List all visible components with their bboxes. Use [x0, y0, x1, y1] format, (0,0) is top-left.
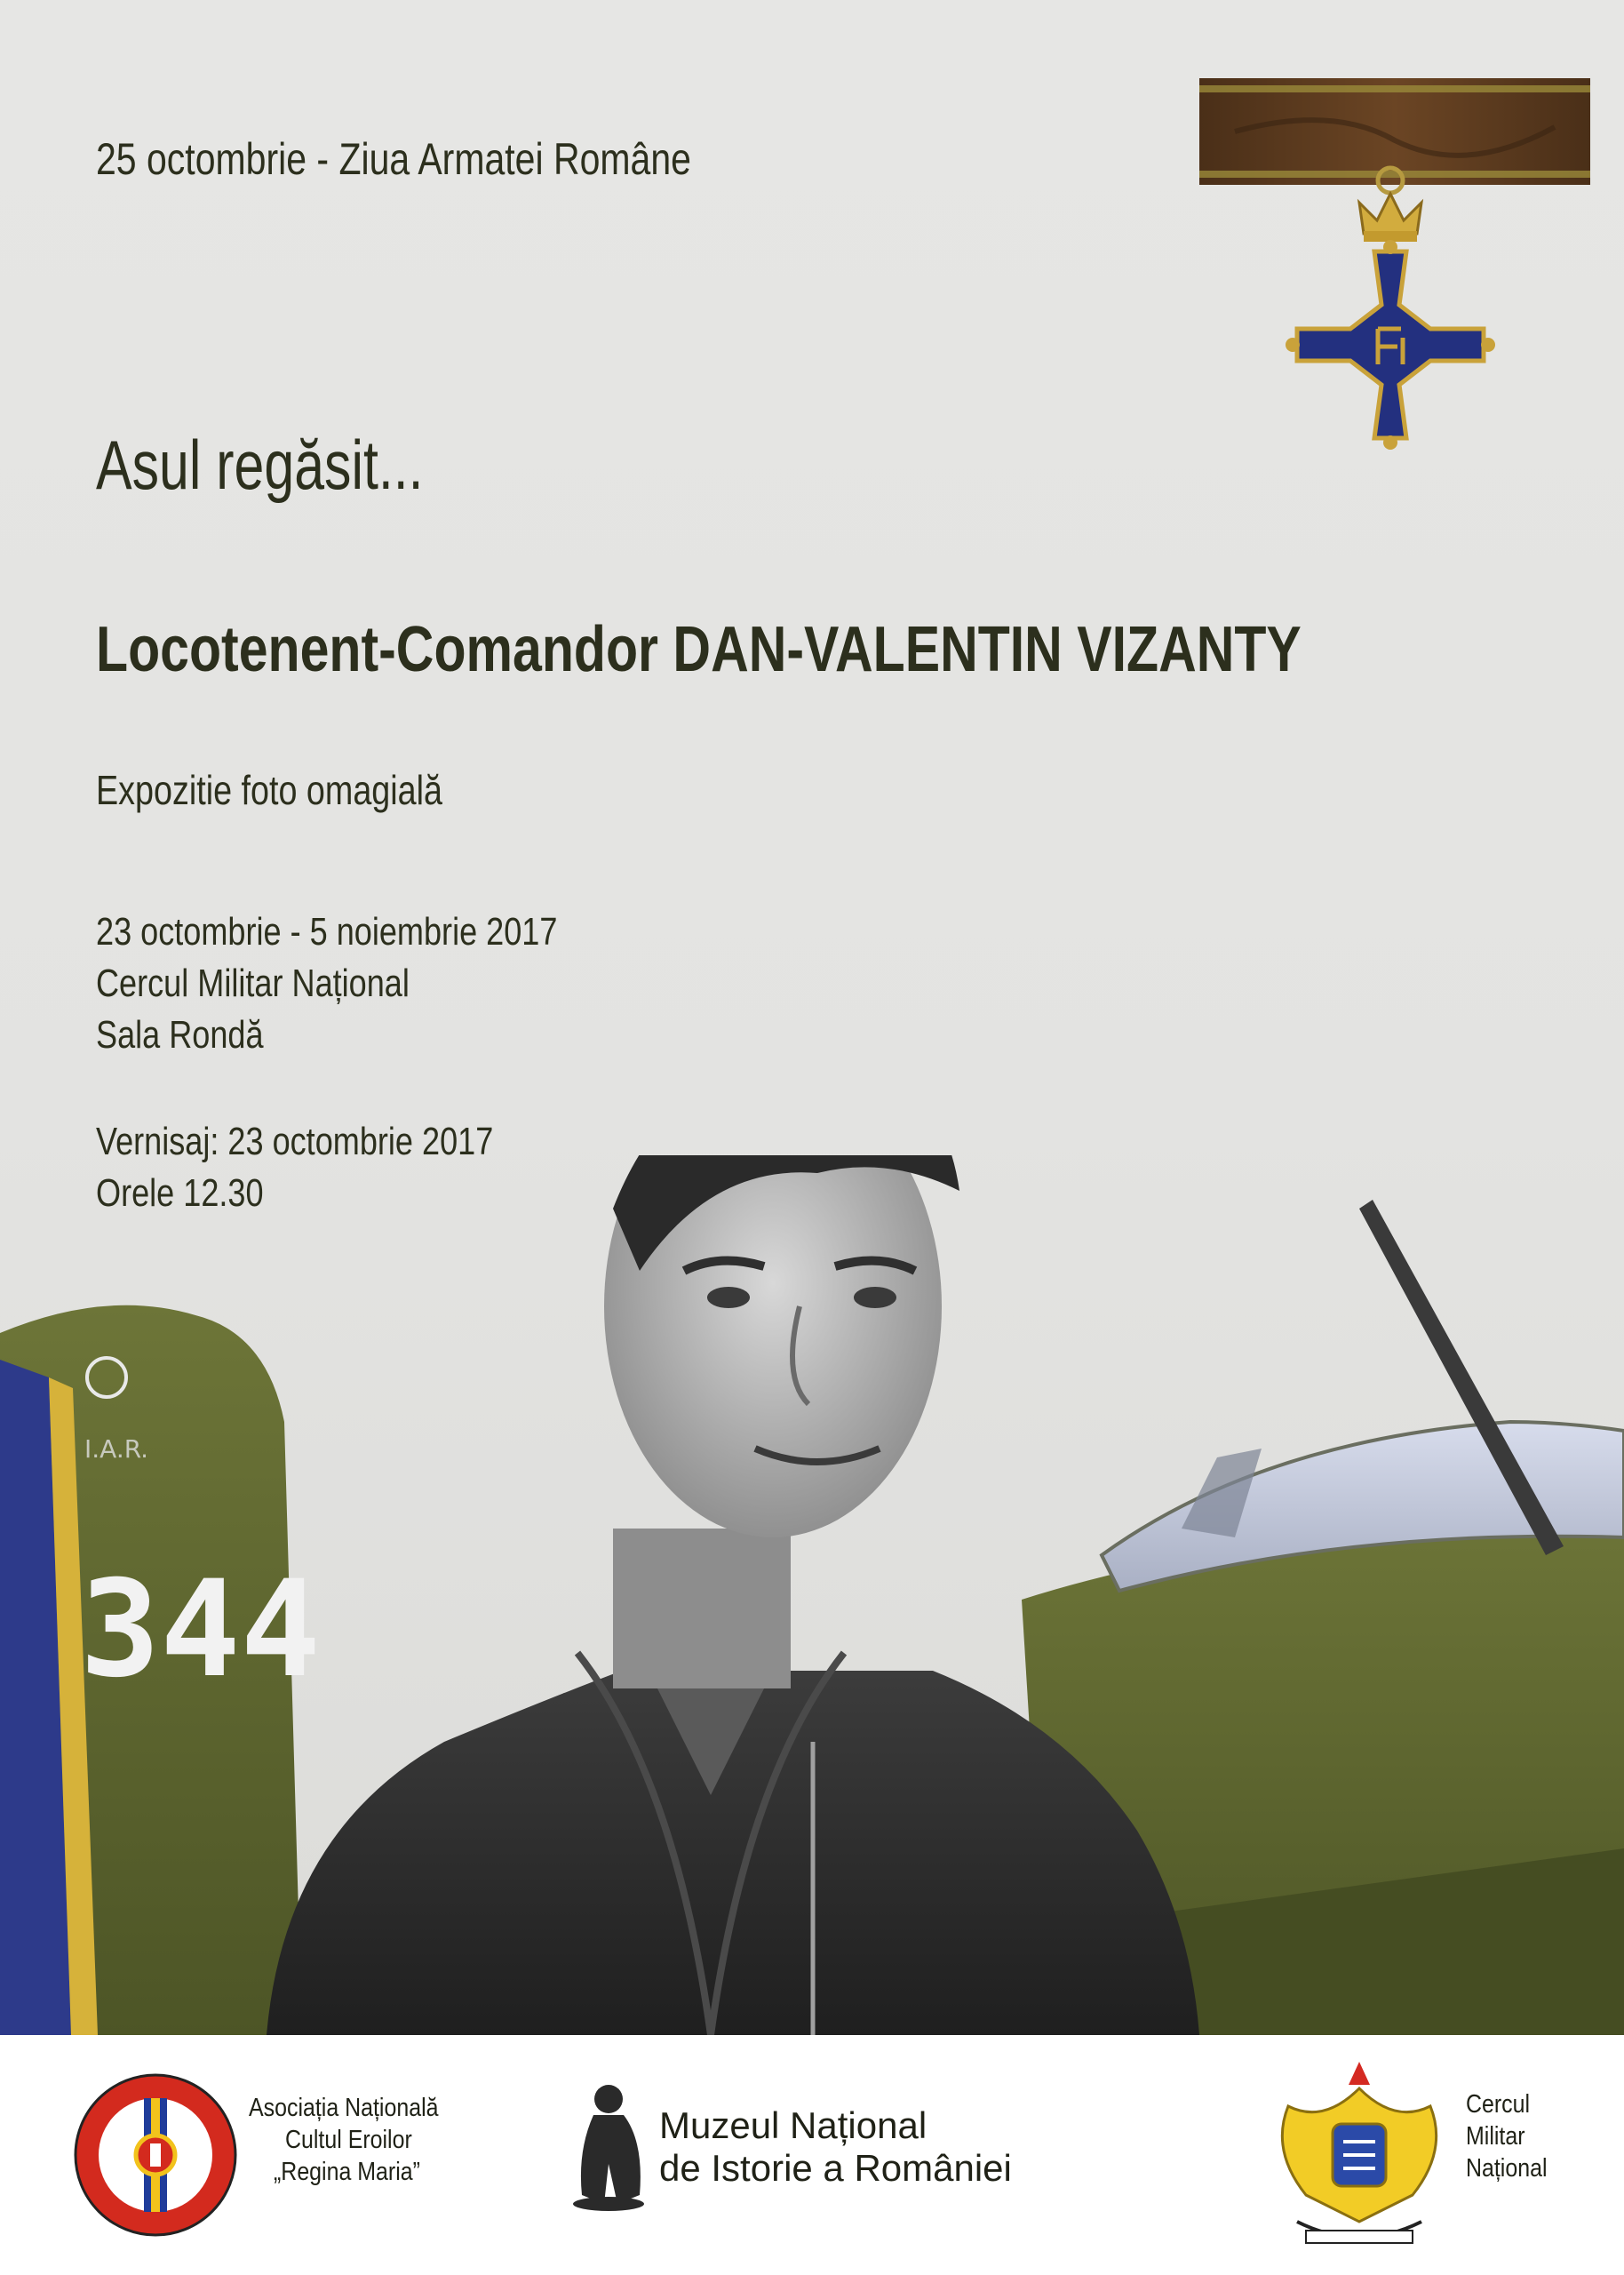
aircraft-number: 344 [80, 1553, 321, 1707]
muzeul-national-logo-icon [569, 2079, 649, 2213]
footer-partners [0, 2035, 1624, 2275]
cercul-militar-name: Cercul Militar Național [1466, 2090, 1548, 2183]
subject-fullname: DAN-VALENTIN VIZANTY [673, 614, 1302, 685]
pilot-aircraft-photo [0, 1155, 1624, 2035]
event-period: 23 octombrie - 5 noiembrie 2017 [96, 910, 558, 954]
main-title: Asul regăsit... [96, 426, 424, 504]
opening-hour: Orele 12.30 [96, 1171, 264, 1215]
subject-name [96, 613, 1566, 686]
cercul-militar-national-logo-icon [1270, 2053, 1448, 2257]
muzeul-national-name: Muzeul Național de Istorie a României [659, 2104, 1012, 2189]
event-room: Sala Rondă [96, 1013, 264, 1057]
asociatia-cultul-eroilor-logo-icon [71, 2071, 240, 2239]
event-venue: Cercul Militar Național [96, 962, 410, 1005]
subject-rank: Locotenent-Comandor [96, 614, 659, 685]
asociatia-name: Asociația Națională Cultul Eroilor „Regina Maria” [249, 2094, 439, 2186]
exhibition-type: Expozitie foto omagială [96, 767, 443, 813]
medal-order-icon [1199, 78, 1590, 451]
opening-date: Vernisaj: 23 octombrie 2017 [96, 1120, 494, 1163]
svg-text:I.A.R.: I.A.R. [84, 1434, 149, 1464]
event-date-heading: 25 octombrie - Ziua Armatei Române [96, 134, 691, 184]
